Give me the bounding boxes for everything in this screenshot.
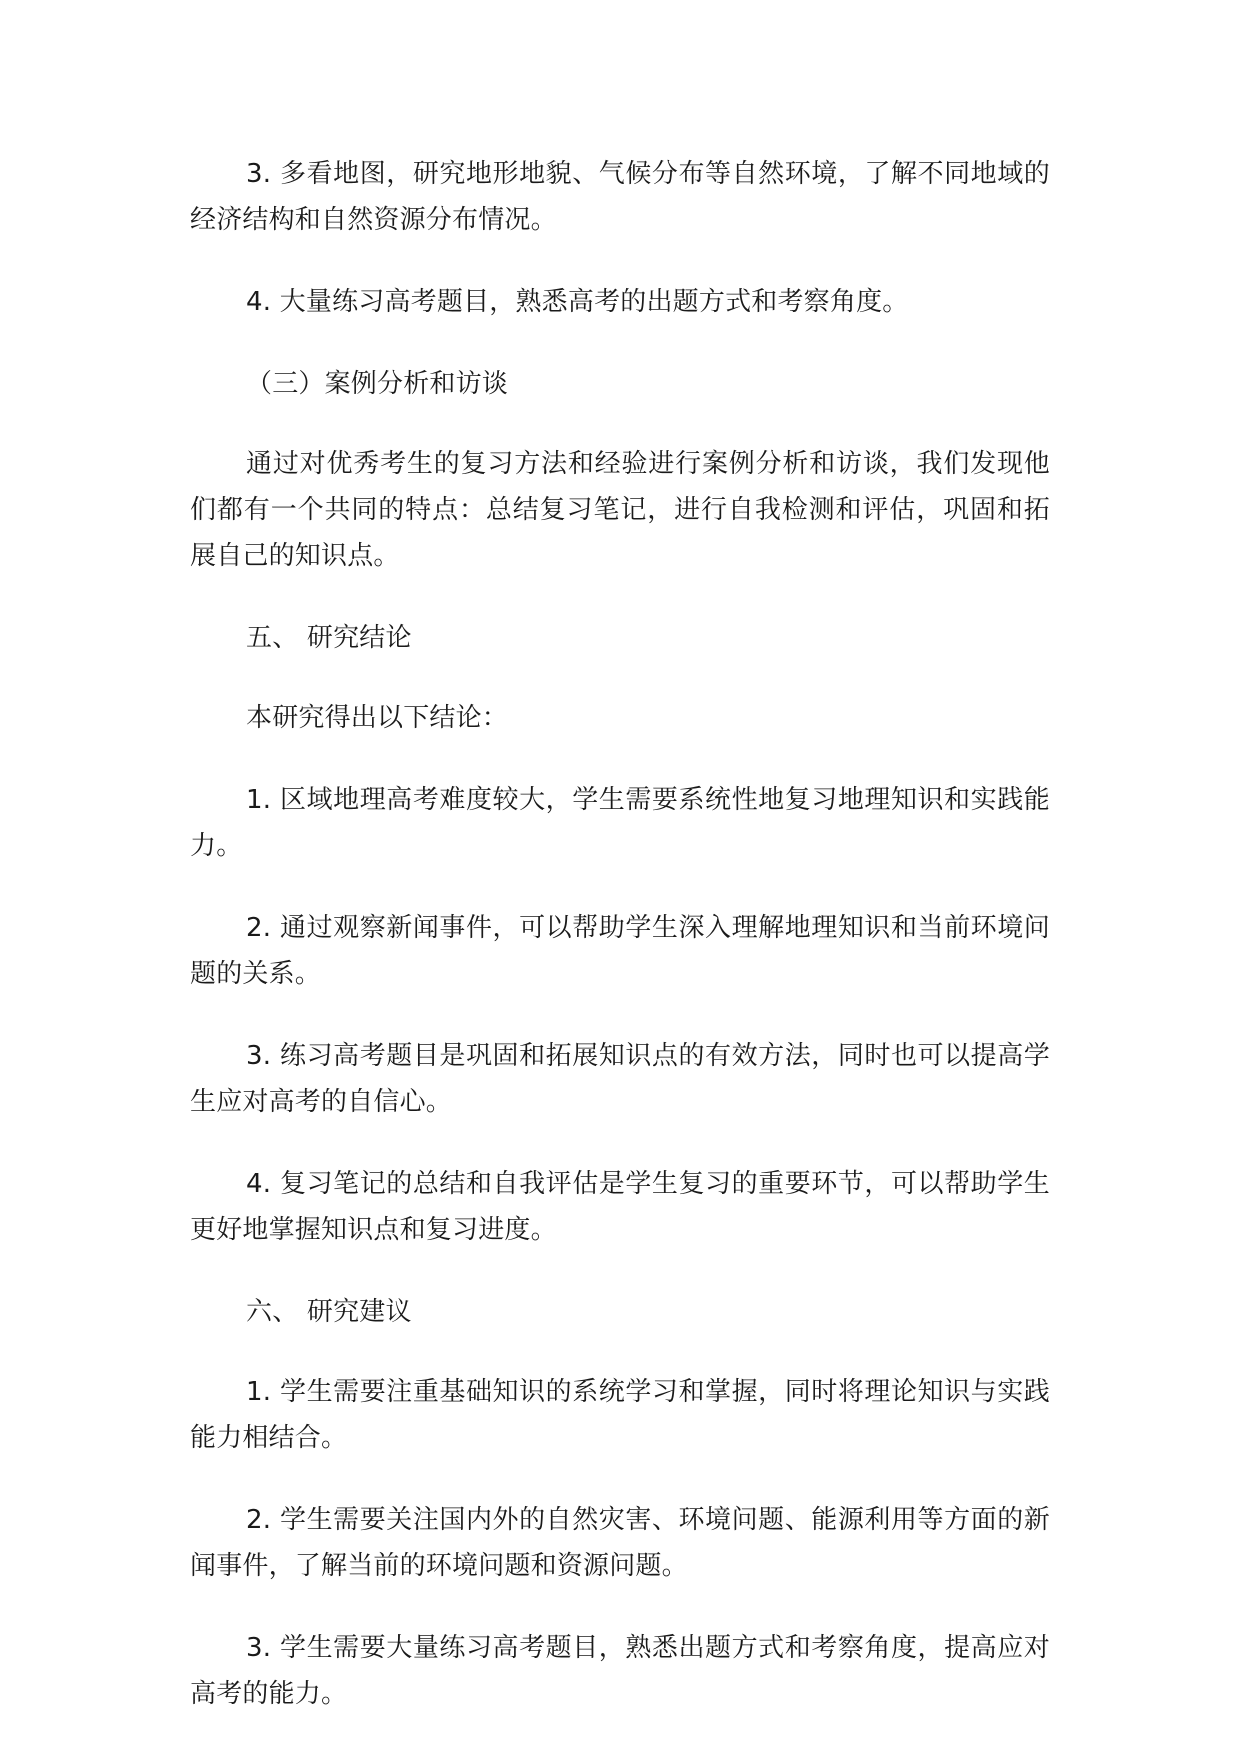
paragraph-conclusion-3: 3. 练习高考题目是巩固和拓展知识点的有效方法，同时也可以提高学生应对高考的自信心。 xyxy=(190,1041,1050,1117)
paragraph-suggestion-3: 3. 学生需要大量练习高考题目，熟悉出题方式和考察角度，提高应对高考的能力。 xyxy=(190,1633,1050,1709)
paragraph-conclusion-2: 2. 通过观察新闻事件，可以帮助学生深入理解地理知识和当前环境问题的关系。 xyxy=(190,913,1050,989)
section-heading-conclusions: 五、 研究结论 xyxy=(246,623,412,653)
paragraph-conclusions-intro: 本研究得出以下结论： xyxy=(246,703,509,733)
paragraph-conclusion-4: 4. 复习笔记的总结和自我评估是学生复习的重要环节，可以帮助学生更好地掌握知识点和复习进度。 xyxy=(190,1169,1050,1245)
paragraph-suggestion-2: 2. 学生需要关注国内外的自然灾害、环境问题、能源利用等方面的新闻事件，了解当前的环境问题和资源问题。 xyxy=(190,1505,1050,1581)
paragraph-tip-3-maps: 3. 多看地图，研究地形地貌、气候分布等自然环境，了解不同地域的经济结构和自然资源分布情况。 xyxy=(190,159,1050,235)
paragraph-suggestion-1: 1. 学生需要注重基础知识的系统学习和掌握，同时将理论知识与实践能力相结合。 xyxy=(190,1377,1050,1453)
paragraph-case-analysis: 通过对优秀考生的复习方法和经验进行案例分析和访谈，我们发现他们都有一个共同的特点：总结复习笔记，进行自我检测和评估，巩固和拓展自己的知识点。 xyxy=(190,449,1050,571)
paragraph-conclusion-1: 1. 区域地理高考难度较大，学生需要系统性地复习地理知识和实践能力。 xyxy=(190,785,1050,861)
document-body xyxy=(190,151,1050,1753)
section-heading-suggestions: 六、 研究建议 xyxy=(246,1297,412,1327)
paragraph-tip-4-practice: 4. 大量练习高考题目，熟悉高考的出题方式和考察角度。 xyxy=(246,287,909,317)
subsection-heading-case-analysis: （三）案例分析和访谈 xyxy=(246,369,509,399)
